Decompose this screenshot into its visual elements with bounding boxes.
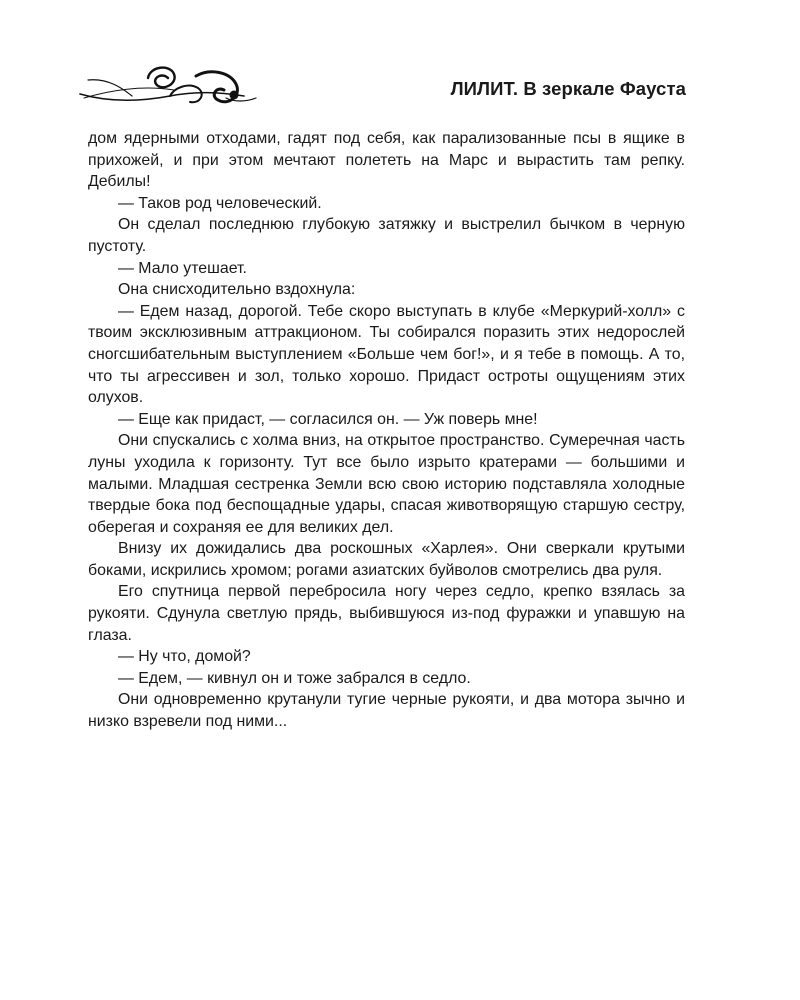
paragraph: — Таков род человеческий. bbox=[118, 194, 322, 212]
running-title: ЛИЛИТ. В зеркале Фауста bbox=[450, 78, 686, 99]
paragraph: — Ну что, домой? bbox=[118, 648, 251, 666]
paragraph: — Мало утешает. bbox=[118, 259, 247, 277]
paragraph: Они спускались с холма вниз, на открытое пространство. Сумеречная часть луны уходила к горизонту. Тут все было изрыто кратерами — большими и малыми. Младшая сестренка Земли всю свою историю подставляла холодные твердые бока под беспощадные удары, спасая животворящую старшую сестру, оберегая и сохраняя ее для великих дел. bbox=[88, 432, 685, 536]
paragraph: Он сделал последнюю глубокую затяжку и выстрелил бычком в черную пустоту. bbox=[88, 216, 685, 255]
paragraph: Внизу их дожидались два роскошных «Харлея». Они сверкали крутыми боками, искрились хромом; рогами азиатских буйволов смотрелись два руля. bbox=[88, 540, 685, 579]
paragraph: Она снисходительно вздохнула: bbox=[118, 281, 356, 299]
page-header bbox=[78, 58, 686, 110]
paragraph: — Еще как придаст, — согласился он. — Уж поверь мне! bbox=[118, 410, 538, 428]
paragraph: Они одновременно крутанули тугие черные рукояти, и два мотора зычно и низко взревели под ними... bbox=[88, 691, 685, 731]
flourish-ornament-icon bbox=[78, 58, 258, 110]
paragraph: — Едем назад, дорогой. Тебе скоро выступать в клубе «Меркурий-холл» с твоим эксклюзивным аттракционом. Ты собирался поразить этих недорослей сногсшибательным выступлением «Больше чем бог!», и я тебе в помощь. А то, что ты агрессивен и зол, только хорошо. Придаст остроты ощущениям этих олухов. bbox=[88, 302, 685, 407]
paragraph: — Едем, — кивнул он и тоже забрался в седло. bbox=[118, 669, 471, 687]
paragraph: дом ядерными отходами, гадят под себя, как парализованные псы в ящике в прихожей, и при этом мечтают полететь на Марс и вырастить там репку. Дебилы! bbox=[88, 130, 685, 191]
body-text bbox=[88, 128, 685, 733]
paragraph: Его спутница первой перебросила ногу через седло, крепко взялась за рукояти. Сдунула светлую прядь, выбившуюся из-под фуражки и упавшую на глаза. bbox=[88, 583, 685, 644]
